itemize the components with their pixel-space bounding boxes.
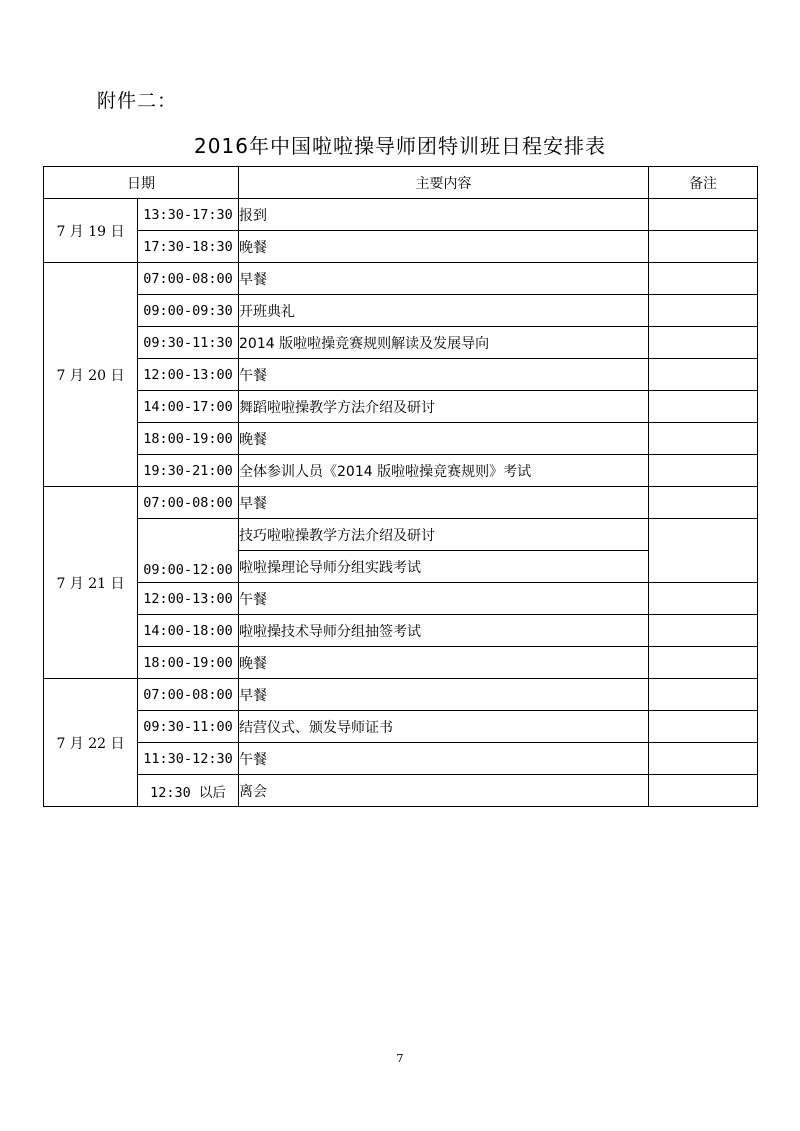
- content-cell: 晚餐: [239, 647, 649, 679]
- time-cell: 07:00-08:00: [138, 487, 239, 519]
- table-row: [44, 263, 758, 295]
- table-row: [44, 647, 758, 679]
- table-row: [44, 519, 758, 551]
- page-number: 7: [396, 1052, 404, 1065]
- note-cell: [649, 327, 758, 359]
- note-cell: [649, 487, 758, 519]
- note-cell: [649, 423, 758, 455]
- content-cell: 全体参训人员《2014 版啦啦操竞赛规则》考试: [239, 455, 649, 487]
- table-row: [44, 583, 758, 615]
- table-row: [44, 711, 758, 743]
- time-cell: 09:00-09:30: [138, 295, 239, 327]
- content-cell: 啦啦操理论导师分组实践考试: [239, 551, 649, 583]
- table-row: [44, 487, 758, 519]
- note-cell: [649, 615, 758, 647]
- note-cell: [649, 231, 758, 263]
- content-cell: 早餐: [239, 263, 649, 295]
- content-cell: 舞蹈啦啦操教学方法介绍及研讨: [239, 391, 649, 423]
- date-cell: 7 月 22 日: [44, 679, 138, 807]
- table-row: [44, 231, 758, 263]
- content-cell: 离会: [239, 775, 649, 807]
- note-cell: [649, 295, 758, 327]
- time-cell: 13:30-17:30: [138, 199, 239, 231]
- time-cell: 09:30-11:00: [138, 711, 239, 743]
- table-row: [44, 359, 758, 391]
- content-cell: 午餐: [239, 359, 649, 391]
- time-cell: 11:30-12:30: [138, 743, 239, 775]
- note-cell: [649, 775, 758, 807]
- column-header-content: 主要内容: [239, 167, 649, 199]
- time-cell: 18:00-19:00: [138, 423, 239, 455]
- note-cell: [649, 679, 758, 711]
- time-cell: 14:00-18:00: [138, 615, 239, 647]
- table-row: [44, 199, 758, 231]
- content-cell: 2014 版啦啦操竞赛规则解读及发展导向: [239, 327, 649, 359]
- content-cell: 午餐: [239, 743, 649, 775]
- date-cell: 7 月 20 日: [44, 263, 138, 487]
- content-cell: 报到: [239, 199, 649, 231]
- time-cell: 09:30-11:30: [138, 327, 239, 359]
- table-row: [44, 615, 758, 647]
- date-cell: 7 月 21 日: [44, 487, 138, 679]
- content-cell: 早餐: [239, 679, 649, 711]
- time-cell: 14:00-17:00: [138, 391, 239, 423]
- time-cell: 17:30-18:30: [138, 231, 239, 263]
- note-cell: [649, 359, 758, 391]
- table-row: [44, 455, 758, 487]
- table-row: [44, 775, 758, 807]
- note-cell: [649, 519, 758, 583]
- content-cell: 早餐: [239, 487, 649, 519]
- table-row: [44, 679, 758, 711]
- time-cell: 12:00-13:00: [138, 359, 239, 391]
- note-cell: [649, 455, 758, 487]
- time-cell: 18:00-19:00: [138, 647, 239, 679]
- time-cell: 19:30-21:00: [138, 455, 239, 487]
- content-cell: 晚餐: [239, 423, 649, 455]
- column-header-date: 日期: [44, 167, 239, 199]
- note-cell: [649, 263, 758, 295]
- content-cell: 午餐: [239, 583, 649, 615]
- content-cell: 开班典礼: [239, 295, 649, 327]
- time-cell: 12:30 以后: [138, 775, 239, 807]
- schedule-table: [43, 166, 758, 807]
- time-cell: 12:00-13:00: [138, 583, 239, 615]
- time-cell: 07:00-08:00: [138, 263, 239, 295]
- table-row: [44, 295, 758, 327]
- time-cell: 07:00-08:00: [138, 679, 239, 711]
- note-cell: [649, 711, 758, 743]
- content-cell: 啦啦操技术导师分组抽签考试: [239, 615, 649, 647]
- table-row: [44, 423, 758, 455]
- note-cell: [649, 743, 758, 775]
- content-cell: 晚餐: [239, 231, 649, 263]
- time-cell: 09:00-12:00: [138, 519, 239, 583]
- note-cell: [649, 583, 758, 615]
- content-cell: 技巧啦啦操教学方法介绍及研讨: [239, 519, 649, 551]
- table-row: [44, 743, 758, 775]
- table-row: [44, 327, 758, 359]
- attachment-label: 附件二：: [97, 90, 178, 112]
- table-header-row: [44, 167, 758, 199]
- date-cell: 7 月 19 日: [44, 199, 138, 263]
- content-cell: 结营仪式、颁发导师证书: [239, 711, 649, 743]
- column-header-notes: 备注: [649, 167, 758, 199]
- note-cell: [649, 199, 758, 231]
- note-cell: [649, 391, 758, 423]
- note-cell: [649, 647, 758, 679]
- page-title: 2016年中国啦啦操导师团特训班日程安排表: [194, 134, 606, 158]
- table-row: [44, 391, 758, 423]
